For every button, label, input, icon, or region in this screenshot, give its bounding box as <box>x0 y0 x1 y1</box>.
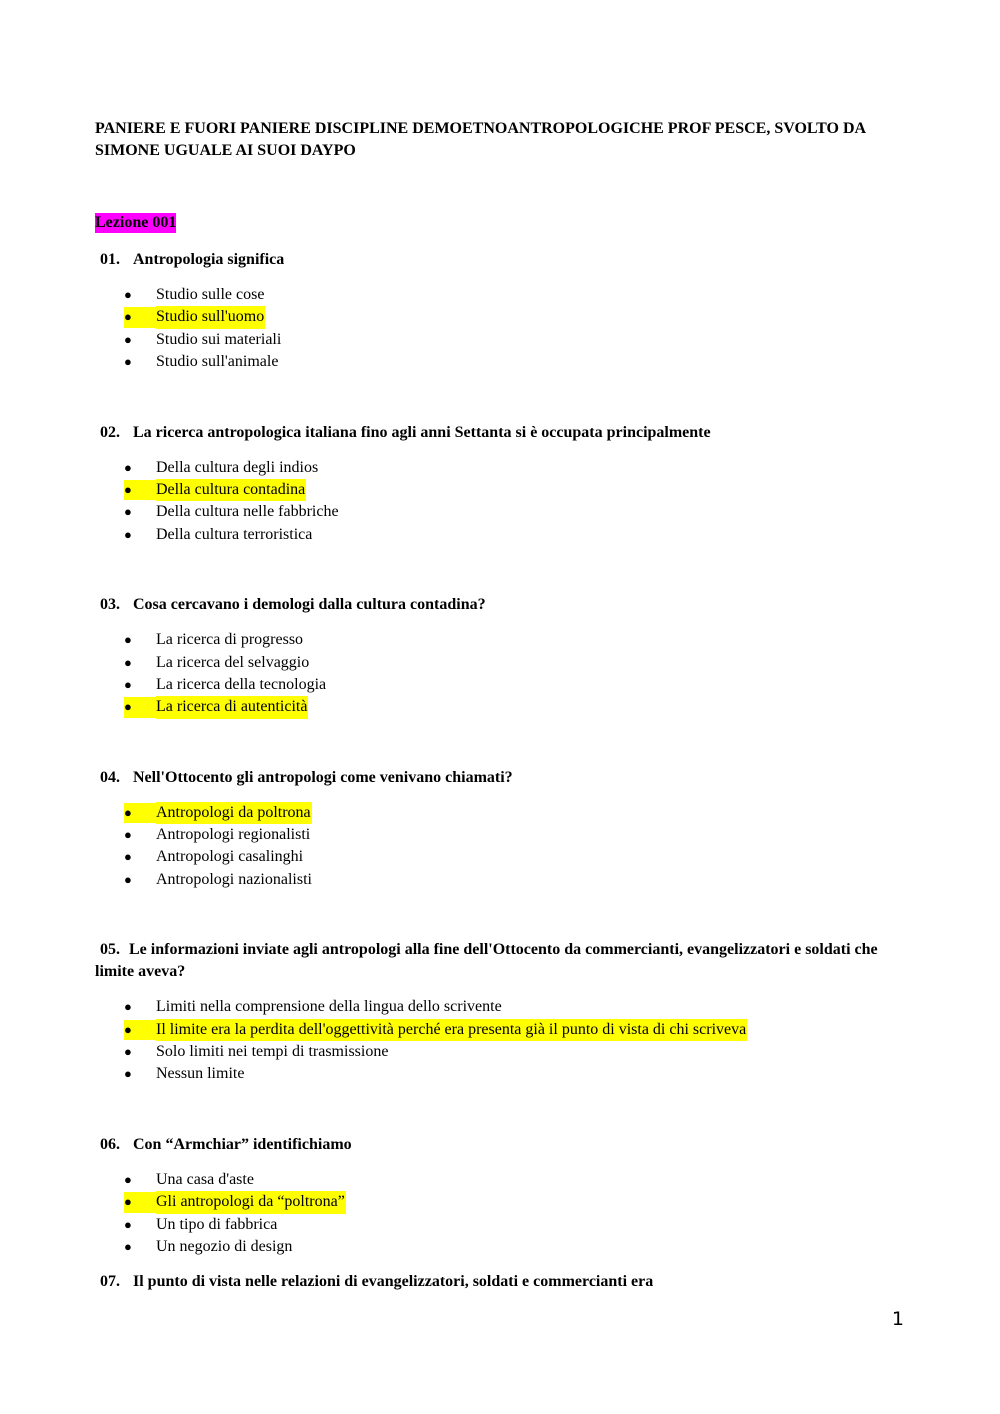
answer-text: Della cultura contadina <box>156 479 306 501</box>
bullet-icon: ● <box>124 1191 156 1213</box>
answer-list <box>95 457 910 547</box>
question-text <box>95 767 910 789</box>
answer-text: La ricerca della tecnologia <box>156 675 327 693</box>
answer-text: Della cultura degli indios <box>156 458 319 476</box>
question-block <box>95 939 910 1086</box>
question-label: Le informazioni inviate agli antropologi alla fine dell'Ottocento da commercianti, evangelizzatori e soldati che limite aveva? <box>95 941 878 981</box>
answer-text: Nessun limite <box>156 1065 245 1083</box>
bullet-icon: ● <box>124 1044 132 1060</box>
question-label: Il punto di vista nelle relazioni di evangelizzatori, soldati e commercianti era <box>133 1273 654 1291</box>
question-number: 05. <box>100 941 120 959</box>
answer-item <box>95 1041 910 1063</box>
bullet-icon: ● <box>124 632 132 648</box>
bullet-icon: ● <box>124 999 132 1015</box>
answer-text: La ricerca di progresso <box>156 631 304 649</box>
answer-item <box>95 869 910 891</box>
answer-item <box>95 329 910 351</box>
answer-item <box>95 351 910 373</box>
document-page <box>95 118 910 1293</box>
lesson-heading: Lezione 001 <box>95 214 177 231</box>
bullet-icon: ● <box>124 354 132 370</box>
bullet-icon: ● <box>124 504 132 520</box>
bullet-icon: ● <box>124 1019 156 1041</box>
question-number: 03. <box>100 596 120 614</box>
bullet-icon: ● <box>124 331 132 347</box>
answer-text: Antropologi nazionalisti <box>156 870 312 888</box>
question-block <box>95 249 910 374</box>
bullet-icon: ● <box>124 1171 132 1187</box>
answer-text: Solo limiti nei tempi di trasmissione <box>156 1043 389 1061</box>
question-text <box>95 1271 910 1293</box>
bullet-icon: ● <box>124 1066 132 1082</box>
question-text <box>95 1134 910 1156</box>
answer-text: Antropologi casalinghi <box>156 848 304 866</box>
answer-text: Studio sui materiali <box>156 330 282 348</box>
answer-item <box>95 846 910 868</box>
bullet-icon: ● <box>124 479 156 501</box>
bullet-icon: ● <box>124 1238 132 1254</box>
bullet-icon: ● <box>124 306 156 328</box>
bullet-icon: ● <box>124 526 132 542</box>
document-title: PANIERE E FUORI PANIERE DISCIPLINE DEMOETNOANTROPOLOGICHE PROF PESCE, SVOLTO DA SIMONE UGUALE AI SUOI DAYPO <box>95 120 866 159</box>
question-label: Con “Armchiar” identifichiamo <box>133 1135 352 1153</box>
question-number: 06. <box>100 1135 120 1153</box>
answer-item <box>95 996 910 1018</box>
answer-item <box>95 824 910 846</box>
bullet-icon: ● <box>124 802 156 824</box>
answer-item-correct <box>95 479 910 501</box>
bullet-icon: ● <box>124 676 132 692</box>
page-number: 1 <box>891 1308 904 1330</box>
answer-item <box>95 1169 910 1191</box>
question-text <box>95 422 910 444</box>
bullet-icon: ● <box>124 1216 132 1232</box>
question-number: 02. <box>100 423 120 441</box>
question-label: Nell'Ottocento gli antropologi come venivano chiamati? <box>133 768 513 786</box>
bullet-icon: ● <box>124 827 132 843</box>
answer-item <box>95 1214 910 1236</box>
question-block <box>95 1271 910 1293</box>
question-text <box>95 939 910 983</box>
answer-text: Limiti nella comprensione della lingua dello scrivente <box>156 998 502 1016</box>
answer-text: Gli antropologi da “poltrona” <box>156 1191 346 1213</box>
question-text <box>95 249 910 271</box>
answer-text: Una casa d'aste <box>156 1170 254 1188</box>
bullet-icon: ● <box>124 871 132 887</box>
answer-list <box>95 284 910 374</box>
answer-list <box>95 996 910 1086</box>
answer-item-correct <box>95 696 910 718</box>
question-text <box>95 594 910 616</box>
answer-item <box>95 1063 910 1085</box>
answer-text: Studio sull'animale <box>156 353 279 371</box>
answer-text: Il limite era la perdita dell'oggettività perché era presenta già il punto di vista di chi scriveva <box>156 1019 747 1041</box>
bullet-icon: ● <box>124 287 132 302</box>
answer-list <box>95 629 910 719</box>
question-block <box>95 594 910 719</box>
question-number: 07. <box>100 1273 120 1291</box>
answer-item <box>95 674 910 696</box>
answer-text: Della cultura nelle fabbriche <box>156 503 339 521</box>
answer-list <box>95 1169 910 1259</box>
question-number: 01. <box>100 251 120 268</box>
answer-item <box>95 284 910 306</box>
question-number: 04. <box>100 768 120 786</box>
question-block <box>95 767 910 892</box>
answer-text: Un tipo di fabbrica <box>156 1215 278 1233</box>
answer-list <box>95 802 910 892</box>
answer-text: Un negozio di design <box>156 1237 293 1255</box>
answer-item <box>95 652 910 674</box>
answer-item-correct <box>95 1191 910 1213</box>
answer-text: Studio sulle cose <box>156 286 265 303</box>
answer-item <box>95 524 910 546</box>
answer-item-correct <box>95 306 910 328</box>
question-block <box>95 422 910 547</box>
question-label: Cosa cercavano i demologi dalla cultura contadina? <box>133 596 486 614</box>
answer-text: Della cultura terroristica <box>156 525 313 543</box>
answer-text: Antropologi da poltrona <box>156 802 312 824</box>
answer-item <box>95 629 910 651</box>
answer-text: La ricerca del selvaggio <box>156 653 310 671</box>
answer-item <box>95 1236 910 1258</box>
answer-item <box>95 457 910 479</box>
answer-text: Studio sull'uomo <box>156 306 265 328</box>
answer-text: Antropologi regionalisti <box>156 826 311 844</box>
answer-text: La ricerca di autenticità <box>156 696 308 718</box>
bullet-icon: ● <box>124 696 156 718</box>
answer-item <box>95 501 910 523</box>
bullet-icon: ● <box>124 654 132 670</box>
bullet-icon: ● <box>124 459 132 475</box>
bullet-icon: ● <box>124 849 132 865</box>
question-block <box>95 1134 910 1259</box>
answer-item-correct <box>95 802 910 824</box>
answer-item-correct <box>95 1019 910 1041</box>
question-label: La ricerca antropologica italiana fino agli anni Settanta si è occupata principalmente <box>133 423 711 441</box>
question-label: Antropologia significa <box>133 251 285 268</box>
